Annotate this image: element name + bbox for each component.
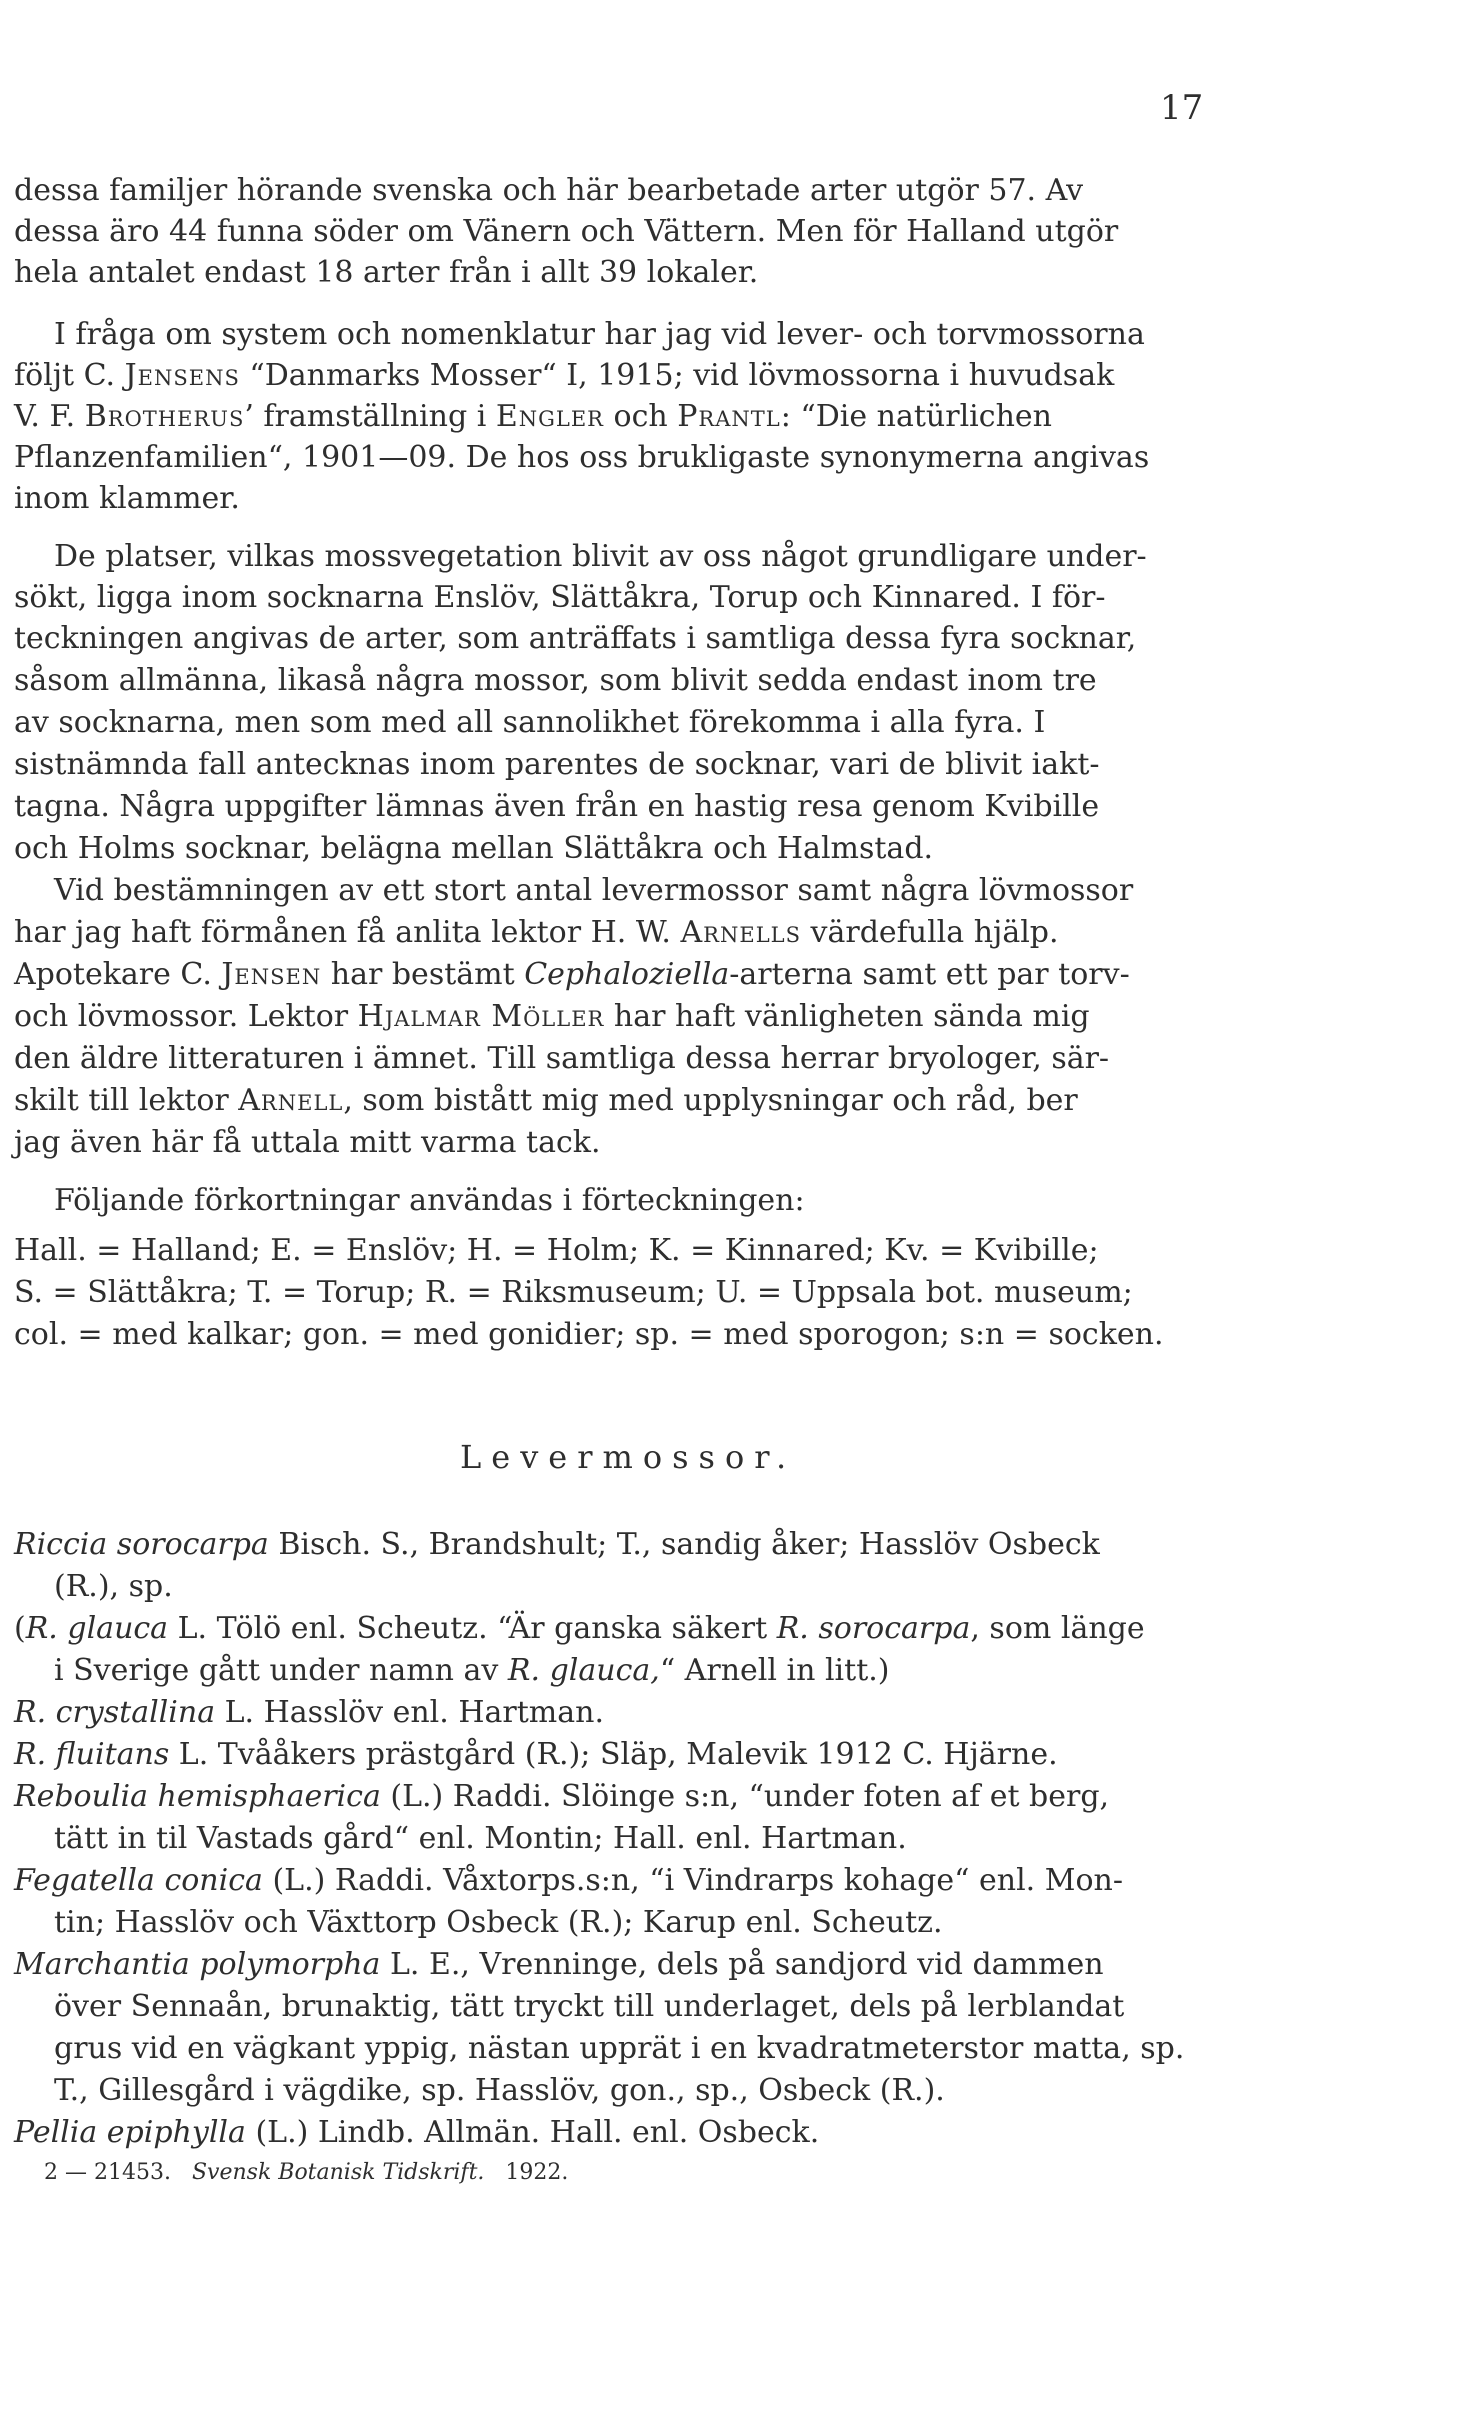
- journal-year: 1922.: [505, 2160, 569, 2185]
- text-line: tin; Hasslöv och Växttorp Osbeck (R.); Karup enl. Scheutz.: [54, 1905, 943, 1940]
- section-heading: Levermossor.: [460, 1438, 797, 1476]
- text-line: över Sennaån, brunaktig, tätt tryckt till underlaget, dels på lerblandat: [54, 1989, 1125, 2024]
- text-line: Vid bestämningen av ett stort antal levermossor samt några lövmossor: [54, 873, 1134, 908]
- text-line: såsom allmänna, likaså några mossor, som blivit sedda endast inom tre: [14, 663, 1097, 698]
- text-line: Följande förkortningar användas i förteckningen:: [54, 1183, 805, 1218]
- species-entry: Riccia sorocarpa Bisch. S., Brandshult; T., sandig åker; Hasslöv Osbeck: [14, 1527, 1100, 1562]
- text-line: teckningen angivas de arter, som anträffats i samtliga dessa fyra socknar,: [14, 621, 1137, 656]
- text-line: I fråga om system och nomenklatur har jag vid lever- och torvmossorna: [54, 317, 1145, 352]
- text-line: V. F. Brotherus’ framställning i Engler och Prantl: “Die natürlichen: [14, 399, 1052, 434]
- species-entry: Fegatella conica (L.) Raddi. Våxtorps.s:n, “i Vindrarps kohage“ enl. Mon-: [14, 1863, 1123, 1898]
- text-line: grus vid en vägkant yppig, nästan upprät i en kvadratmeterstor matta, sp.: [54, 2031, 1185, 2066]
- text-line: av socknarna, men som med all sannolikhet förekomma i alla fyra. I: [14, 705, 1046, 740]
- text-line: Pflanzenfamilien“, 1901—09. De hos oss brukligaste synonymerna angivas: [14, 440, 1150, 475]
- text-line: och Holms socknar, belägna mellan Slättåkra och Halmstad.: [14, 831, 934, 866]
- species-entry: Pellia epiphylla (L.) Lindb. Allmän. Hall. enl. Osbeck.: [14, 2115, 820, 2150]
- text-line: dessa äro 44 funna söder om Vänern och Vättern. Men för Halland utgör: [14, 214, 1119, 249]
- text-line: sökt, ligga inom socknarna Enslöv, Slättåkra, Torup och Kinnared. I för-: [14, 580, 1106, 615]
- text-line: skilt till lektor Arnell, som bistått mig med upplysningar och råd, ber: [14, 1083, 1078, 1118]
- text-line: De platser, vilkas mossvegetation blivit av oss något grundligare under-: [54, 539, 1147, 574]
- text-line: S. = Slättåkra; T. = Torup; R. = Riksmuseum; U. = Uppsala bot. museum;: [14, 1275, 1133, 1310]
- text-line: har jag haft förmånen få anlita lektor H. W. Arnells värdefulla hjälp.: [14, 915, 1059, 950]
- text-line: i Sverige gått under namn av R. glauca,“ Arnell in litt.): [54, 1653, 890, 1688]
- text-line: T., Gillesgård i vägdike, sp. Hasslöv, gon., sp., Osbeck (R.).: [54, 2073, 945, 2108]
- signature-mark: 2 — 21453.: [44, 2160, 171, 2185]
- species-entry: (R. glauca L. Tölö enl. Scheutz. “Är ganska säkert R. sorocarpa, som länge: [14, 1611, 1145, 1646]
- text-line: tagna. Några uppgifter lämnas även från en hastig resa genom Kvibille: [14, 789, 1100, 824]
- species-entry: R. fluitans L. Tvååkers prästgård (R.); Släp, Malevik 1912 C. Hjärne.: [14, 1737, 1058, 1772]
- text-line: (R.), sp.: [54, 1569, 173, 1604]
- text-line: tätt in til Vastads gård“ enl. Montin; Hall. enl. Hartman.: [54, 1821, 907, 1856]
- species-entry: R. crystallina L. Hasslöv enl. Hartman.: [14, 1695, 604, 1730]
- page-footer: [44, 2160, 568, 2185]
- text-line: dessa familjer hörande svenska och här bearbetade arter utgör 57. Av: [14, 173, 1084, 208]
- text-line: Apotekare C. Jensen har bestämt Cephaloziella-arterna samt ett par torv-: [14, 957, 1130, 992]
- page-number: 17: [1160, 88, 1204, 128]
- text-line: den äldre litteraturen i ämnet. Till samtliga dessa herrar bryologer, sär-: [14, 1041, 1110, 1076]
- text-line: följt C. Jensens “Danmarks Mosser“ I, 1915; vid lövmossorna i huvudsak: [14, 358, 1115, 393]
- text-line: jag även här få uttala mitt varma tack.: [14, 1125, 601, 1160]
- text-line: hela antalet endast 18 arter från i allt 39 lokaler.: [14, 255, 759, 290]
- species-entry: Marchantia polymorpha L. E., Vrenninge, dels på sandjord vid dammen: [14, 1947, 1104, 1982]
- species-entry: Reboulia hemisphaerica (L.) Raddi. Slöinge s:n, “under foten af et berg,: [14, 1779, 1110, 1814]
- text-line: sistnämnda fall antecknas inom parentes de socknar, vari de blivit iakt-: [14, 747, 1100, 782]
- text-line: och lövmossor. Lektor Hjalmar Möller har haft vänligheten sända mig: [14, 999, 1090, 1034]
- journal-name: Svensk Botanisk Tidskrift.: [191, 2160, 485, 2185]
- text-line: inom klammer.: [14, 481, 240, 516]
- text-line: col. = med kalkar; gon. = med gonidier; sp. = med sporogon; s:n = socken.: [14, 1317, 1164, 1352]
- text-line: Hall. = Halland; E. = Enslöv; H. = Holm; K. = Kinnared; Kv. = Kvibille;: [14, 1233, 1099, 1268]
